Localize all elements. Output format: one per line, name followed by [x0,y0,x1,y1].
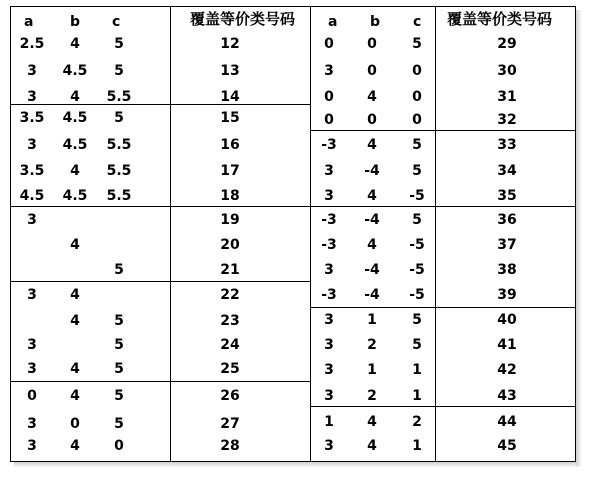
left-value-c: 5 [114,337,124,353]
right-value-c: 5 [412,163,422,179]
right-value-a: 3 [324,337,334,353]
left-value-a: 3 [27,137,37,153]
left-value-b: 4 [70,237,80,253]
left-code-cell: 28 [220,438,240,454]
right-value-c: 1 [412,438,422,454]
right-value-b: 0 [367,112,377,128]
right-value-b: -4 [364,287,380,303]
left-group-separator [10,381,310,382]
right-code-cell: 38 [497,262,517,278]
right-value-a: -3 [321,237,337,253]
right-code-cell: 39 [497,287,517,303]
right-value-c: 1 [412,388,422,404]
right-value-c: 0 [412,112,422,128]
left-value-b: 4.5 [62,63,88,79]
right-value-b: 1 [367,312,377,328]
left-code-cell: 22 [220,287,240,303]
left-value-b: 4 [70,313,80,329]
right-value-b: 4 [367,438,377,454]
left-value-b: 4.5 [62,110,88,126]
right-code-cell: 42 [497,362,517,378]
right-value-b: 4 [367,89,377,105]
table-shadow-right [576,10,582,466]
left-value-c: 5.5 [106,137,132,153]
left-value-c: 5 [114,262,124,278]
left-value-c: 5 [114,63,124,79]
right-code-cell: 43 [497,388,517,404]
right-value-a: 0 [324,89,334,105]
left-code-cell: 24 [220,337,240,353]
left-code-cell: 21 [220,262,240,278]
right-code-cell: 32 [497,112,517,128]
left-value-c: 0 [114,438,124,454]
left-value-a: 3 [27,63,37,79]
left-value-a: 3 [27,337,37,353]
right-code-cell: 45 [497,438,517,454]
right-value-a: 3 [324,362,334,378]
right-value-c: -5 [409,237,425,253]
left-code-cell: 17 [220,163,240,179]
right-value-a: -3 [321,287,337,303]
right-code-cell: 44 [497,414,517,430]
right-code-cell: 29 [497,36,517,52]
right-code-cell: 34 [497,163,517,179]
left-code-cell: 23 [220,313,240,329]
right-value-c: -5 [409,262,425,278]
right-value-c: 0 [412,89,422,105]
right-group-separator [310,206,576,207]
right-group-separator [310,406,576,407]
left-header-a: a [24,14,34,30]
right-group-separator [310,307,576,308]
right-header-code: 覆盖等价类号码 [447,10,553,28]
left-group-separator [10,281,310,282]
right-header-a: a [328,14,338,30]
right-value-b: -4 [364,163,380,179]
right-group-separator [310,130,576,131]
left-code-cell: 12 [220,36,240,52]
left-code-cell: 18 [220,188,240,204]
left-header-b: b [70,14,81,30]
equivalence-class-table [10,6,576,462]
right-value-a: -3 [321,212,337,228]
left-value-a: 3 [27,438,37,454]
left-value-c: 5 [114,416,124,432]
right-code-cell: 33 [497,137,517,153]
left-value-b: 4 [70,361,80,377]
left-value-a: 3.5 [19,110,45,126]
right-value-b: 2 [367,337,377,353]
left-value-b: 4 [70,163,80,179]
right-header-b: b [370,14,381,30]
right-value-a: 1 [324,414,334,430]
right-value-a: 0 [324,36,334,52]
left-value-a: 0 [27,388,37,404]
left-value-c: 5 [114,388,124,404]
left-value-c: 5 [114,110,124,126]
right-value-b: 4 [367,137,377,153]
right-value-a: 3 [324,262,334,278]
left-value-a: 2.5 [19,36,45,52]
left-value-a: 3 [27,89,37,105]
right-value-a: 3 [324,163,334,179]
left-code-divider [170,6,171,462]
right-code-cell: 30 [497,63,517,79]
left-value-b: 4 [70,388,80,404]
right-value-c: -5 [409,188,425,204]
right-value-b: 0 [367,63,377,79]
right-value-b: 0 [367,36,377,52]
left-group-separator [10,206,310,207]
right-value-c: 2 [412,414,422,430]
left-value-a: 3 [27,287,37,303]
right-value-a: 0 [324,112,334,128]
left-value-c: 5 [114,36,124,52]
table-shadow-bottom [14,462,580,468]
right-code-cell: 36 [497,212,517,228]
left-value-b: 4 [70,287,80,303]
right-value-c: -5 [409,287,425,303]
left-group-separator [10,104,310,105]
left-value-b: 4 [70,36,80,52]
right-header-c: c [413,14,422,30]
left-value-b: 0 [70,416,80,432]
left-code-cell: 15 [220,110,240,126]
left-value-c: 5.5 [106,163,132,179]
left-value-b: 4 [70,438,80,454]
right-value-c: 0 [412,63,422,79]
left-value-b: 4.5 [62,137,88,153]
left-value-a: 4.5 [19,188,45,204]
left-code-cell: 13 [220,63,240,79]
left-value-a: 3 [27,416,37,432]
right-value-b: 1 [367,362,377,378]
right-value-b: 4 [367,188,377,204]
right-value-a: 3 [324,63,334,79]
right-value-c: 5 [412,36,422,52]
right-value-a: 3 [324,438,334,454]
right-value-c: 1 [412,362,422,378]
right-value-b: 4 [367,414,377,430]
left-code-cell: 26 [220,388,240,404]
right-value-c: 5 [412,337,422,353]
left-value-a: 3 [27,212,37,228]
right-value-a: 3 [324,312,334,328]
right-value-c: 5 [412,137,422,153]
left-code-cell: 20 [220,237,240,253]
left-value-c: 5 [114,361,124,377]
right-value-c: 5 [412,312,422,328]
left-header-code: 覆盖等价类号码 [190,10,296,28]
right-value-b: -4 [364,262,380,278]
left-value-b: 4 [70,89,80,105]
left-value-c: 5.5 [106,188,132,204]
left-code-cell: 27 [220,416,240,432]
right-value-a: 3 [324,388,334,404]
right-code-cell: 40 [497,312,517,328]
right-code-cell: 31 [497,89,517,105]
left-code-cell: 25 [220,361,240,377]
left-code-cell: 14 [220,89,240,105]
right-code-cell: 37 [497,237,517,253]
left-value-c: 5 [114,313,124,329]
left-code-cell: 16 [220,137,240,153]
right-code-cell: 35 [497,188,517,204]
left-code-cell: 19 [220,212,240,228]
left-header-c: c [112,14,121,30]
right-value-a: 3 [324,188,334,204]
right-value-b: 2 [367,388,377,404]
left-value-b: 4.5 [62,188,88,204]
right-code-cell: 41 [497,337,517,353]
right-value-b: 4 [367,237,377,253]
left-value-c: 5.5 [106,89,132,105]
right-value-a: -3 [321,137,337,153]
right-value-c: 5 [412,212,422,228]
left-value-a: 3 [27,361,37,377]
right-value-b: -4 [364,212,380,228]
left-value-a: 3.5 [19,163,45,179]
